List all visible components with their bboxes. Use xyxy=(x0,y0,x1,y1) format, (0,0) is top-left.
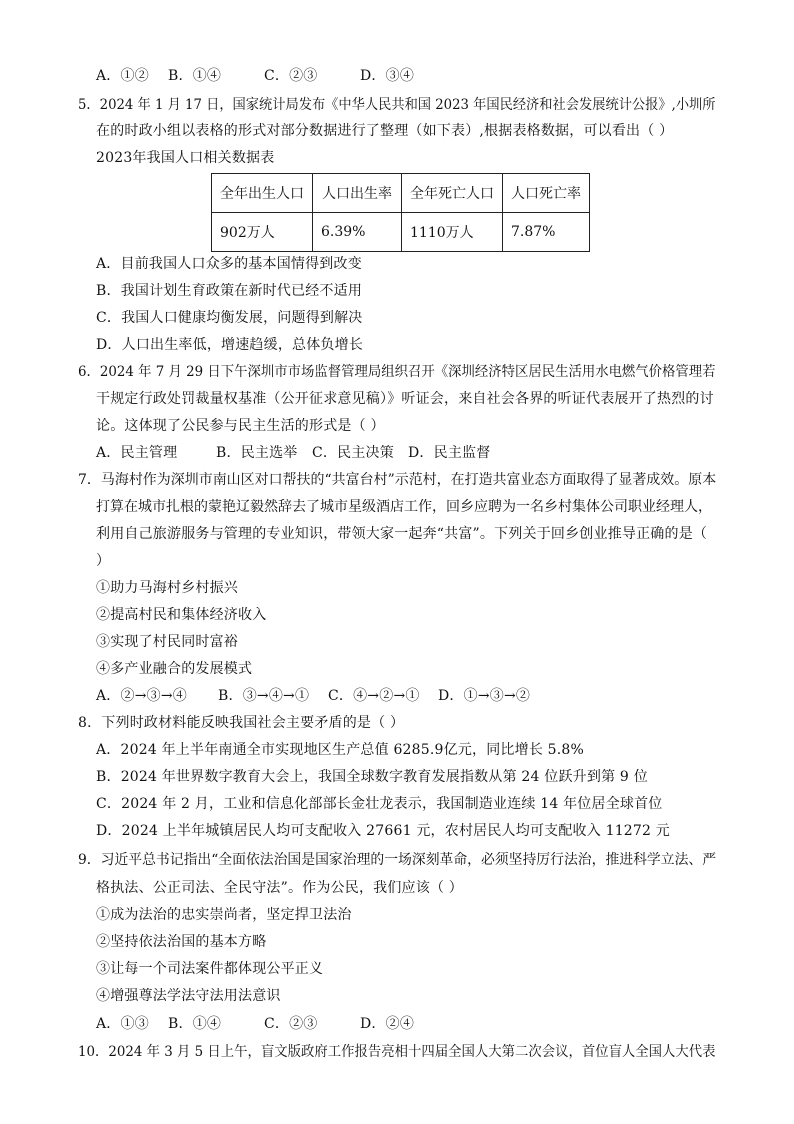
q7-stem-line2: 打算在城市扎根的蒙艳辽毅然辞去了城市星级酒店工作，回乡应聘为一名乡村集体公司职业经理人， xyxy=(96,499,712,515)
q7-stem-line4: ） xyxy=(96,553,111,569)
q6-option-b: B．民主选举 xyxy=(216,445,298,461)
q5-table-title: 2023年我国人口相关数据表 xyxy=(96,150,275,166)
q8-option-a: A．2024 年上半年南通全市实现地区生产总值 6285.9亿元，同比增长 5.8% xyxy=(96,742,585,758)
q7-item-1: ①助力马海村乡村振兴 xyxy=(96,580,238,596)
q9-option-a: A．①③ xyxy=(96,1016,149,1032)
table-header-row xyxy=(212,174,590,213)
q6-option-c: C．民主决策 xyxy=(312,445,394,461)
q7-stem-line1: 7．马海村作为深圳市南山区对口帮扶的“共富台村”示范村，在打造共富业态方面取得了显著成效。原本 xyxy=(78,472,717,488)
table-header-cell: 人口死亡率 xyxy=(503,174,590,213)
q5-stem-line2: 在的时政小组以表格的形式对部分数据进行了整理（如下表）,根据表格数据，可以看出（ ） xyxy=(96,123,674,139)
q4-option-c: C．②③ xyxy=(264,68,318,84)
table-header-cell: 全年死亡人口 xyxy=(402,174,503,213)
q9-item-2: ②坚持依法治国的基本方略 xyxy=(96,934,267,950)
q9-option-d: D．②④ xyxy=(360,1016,415,1032)
q5-stem-line1: 5．2024 年 1 月 17 日，国家统计局发布《中华人民共和国 2023 年国民经济和社会发展统计公报》,小圳所 xyxy=(78,97,716,113)
table-cell: 7.87% xyxy=(503,213,590,252)
q7-options xyxy=(96,686,530,706)
q7-option-c: C．④→②→① xyxy=(328,688,420,704)
q7-item-2: ②提高村民和集体经济收入 xyxy=(96,607,267,623)
q8-option-c: C．2024 年 2 月，工业和信息化部部长金壮龙表示，我国制造业连续 14 年位居全球首位 xyxy=(96,796,663,812)
q7-option-a: A．②→③→④ xyxy=(96,688,187,704)
q9-option-c: C．②③ xyxy=(264,1016,318,1032)
q9-options xyxy=(96,1014,414,1034)
q9-option-b: B．①④ xyxy=(168,1016,222,1032)
q6-option-a: A．民主管理 xyxy=(96,445,178,461)
table-row xyxy=(212,213,590,252)
q5-option-b: B．我国计划生育政策在新时代已经不适用 xyxy=(96,283,363,299)
q7-item-3: ③实现了村民同时富裕 xyxy=(96,634,238,650)
q9-item-4: ④增强尊法学法守法用法意识 xyxy=(96,988,281,1004)
table-cell: 6.39% xyxy=(313,213,402,252)
q9-stem-line2: 格执法、公正司法、全民守法”。作为公民，我们应该（ ） xyxy=(96,880,464,896)
q4-options xyxy=(96,66,414,86)
q4-option-b: B．①④ xyxy=(168,68,222,84)
q8-stem: 8．下列时政材料能反映我国社会主要矛盾的是（ ） xyxy=(78,715,405,731)
q6-option-d: D．民主监督 xyxy=(408,445,491,461)
q4-option-a: A．①② xyxy=(96,68,149,84)
table-cell: 1110万人 xyxy=(402,213,503,252)
q4-option-d: D．③④ xyxy=(360,68,415,84)
q7-stem-line3: 利用自己旅游服务与管理的专业知识，带领大家一起奔“共富”。下列关于回乡创业推导正确的是（ xyxy=(96,526,708,542)
table-header-cell: 全年出生人口 xyxy=(212,174,313,213)
q6-stem-line3: 论。这体现了公民参与民主生活的形式是（ ） xyxy=(96,418,385,434)
q9-item-3: ③让每一个司法案件都体现公平正义 xyxy=(96,961,324,977)
q5-option-d: D．人口出生率低，增速趋缓，总体负增长 xyxy=(96,337,364,353)
q9-stem-line1: 9．习近平总书记指出“全面依法治国是国家治理的一场深刻革命，必须坚持厉行法治，推进科学立法、严 xyxy=(78,852,717,868)
q10-stem-line1: 10．2024 年 3 月 5 日上午，盲文版政府工作报告亮相十四届全国人大第二次会议，首位盲人全国人大代表 xyxy=(78,1044,716,1060)
q8-option-b: B．2024 年世界数字教育大会上，我国全球数字教育发展指数从第 24 位跃升到第 9 位 xyxy=(96,769,648,785)
q7-option-d: D．①→③→② xyxy=(438,688,531,704)
population-data-table xyxy=(211,173,590,252)
q6-stem-line2: 干规定行政处罚裁量权基准（公开征求意见稿）》听证会，来自社会各界的听证代表展开了热烈的讨 xyxy=(96,391,714,407)
q7-item-4: ④多产业融合的发展模式 xyxy=(96,661,253,677)
q6-stem-line1: 6．2024 年 7 月 29 日下午深圳市市场监督管理局组织召开《深圳经济特区居民生活用水电燃气价格管理若 xyxy=(78,364,716,380)
q7-option-b: B．③→④→① xyxy=(218,688,310,704)
q9-item-1: ①成为法治的忠实崇尚者，坚定捍卫法治 xyxy=(96,907,352,923)
table-header-cell: 人口出生率 xyxy=(313,174,402,213)
q5-option-c: C．我国人口健康均衡发展，问题得到解决 xyxy=(96,310,363,326)
q5-option-a: A．目前我国人口众多的基本国情得到改变 xyxy=(96,256,362,272)
q8-option-d: D．2024 上半年城镇居民人均可支配收入 27661 元，农村居民人均可支配收入 11272 元 xyxy=(96,823,670,839)
table-cell: 902万人 xyxy=(212,213,313,252)
q6-options xyxy=(96,443,490,463)
